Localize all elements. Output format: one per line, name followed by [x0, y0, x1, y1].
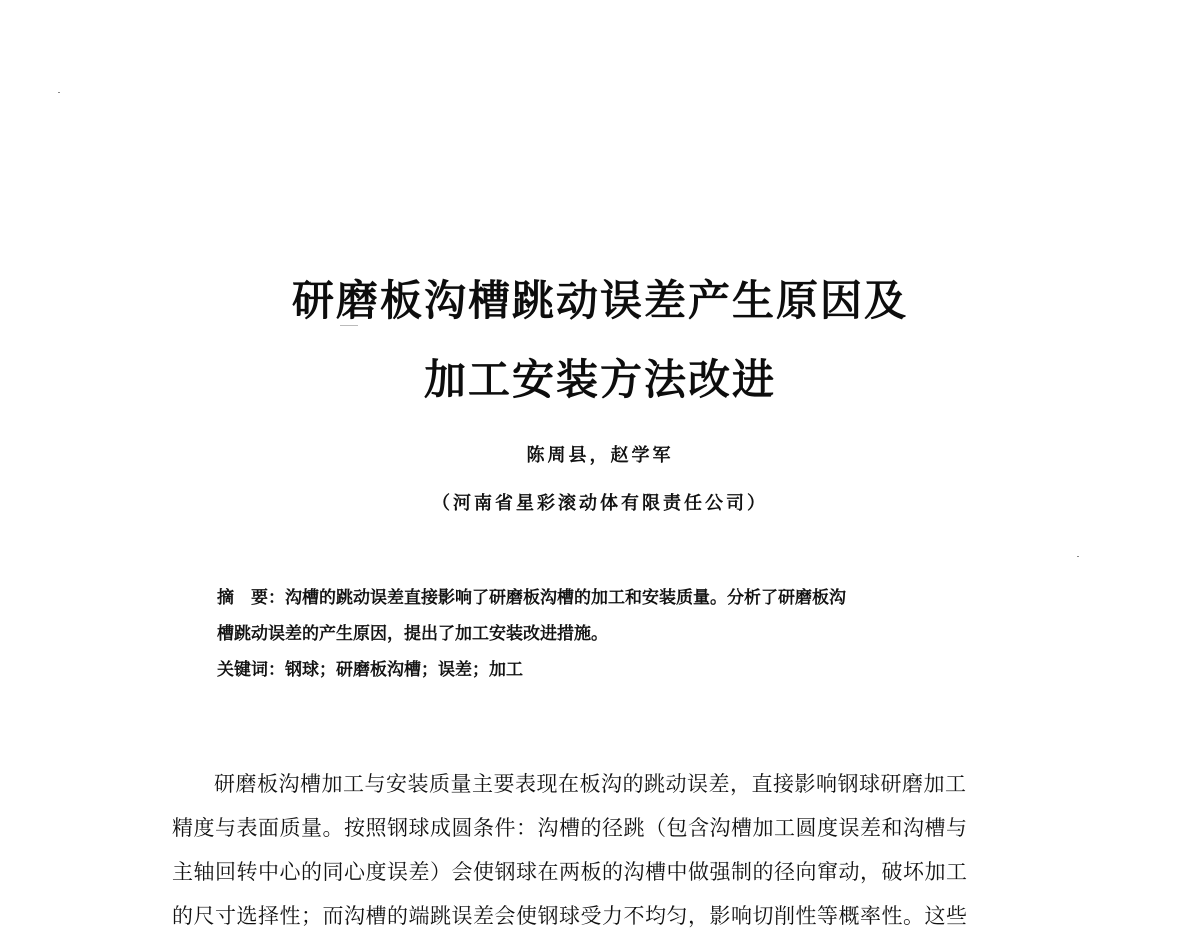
keywords-label: 关键词：: [217, 660, 285, 680]
keywords-text: 钢球；研磨板沟槽；误差；加工: [285, 660, 523, 680]
body-paragraph: [172, 762, 1052, 938]
body-line-4: 的尺寸选择性；而沟槽的端跳误差会使钢球受力不均匀，影响切削性等概率性。这些: [172, 904, 968, 928]
paper-title-line-1: 研磨板沟槽跳动误差产生原因及: [291, 276, 908, 325]
paper-title-line-2: 加工安装方法改进: [423, 355, 776, 404]
scan-speck: [1077, 556, 1079, 557]
abstract-text-2: 槽跳动误差的产生原因，提出了加工安装改进措施。: [217, 624, 608, 644]
abstract-line-1: [217, 580, 1017, 616]
body-line-3: 主轴回转中心的同心度误差）会使钢球在两板的沟槽中做强制的径向窜动，破坏加工: [172, 860, 968, 884]
body-line-1: 研磨板沟槽加工与安装质量主要表现在板沟的跳动误差，直接影响钢球研磨加工: [214, 772, 967, 796]
abstract-block: [217, 580, 1017, 688]
paper-affiliation: （河南省星彩滚动体有限责任公司）: [432, 493, 768, 514]
abstract-label: 摘 要：: [217, 588, 285, 608]
paper-authors: 陈周县，赵学军: [526, 445, 674, 466]
keywords-line: [217, 652, 1017, 688]
body-line-2: 精度与表面质量。按照钢球成圆条件：沟槽的径跳（包含沟槽加工圆度误差和沟槽与: [172, 816, 968, 840]
abstract-text-1: 沟槽的跳动误差直接影响了研磨板沟槽的加工和安装质量。分析了研磨板沟: [285, 588, 846, 608]
scan-speck: [58, 92, 60, 93]
